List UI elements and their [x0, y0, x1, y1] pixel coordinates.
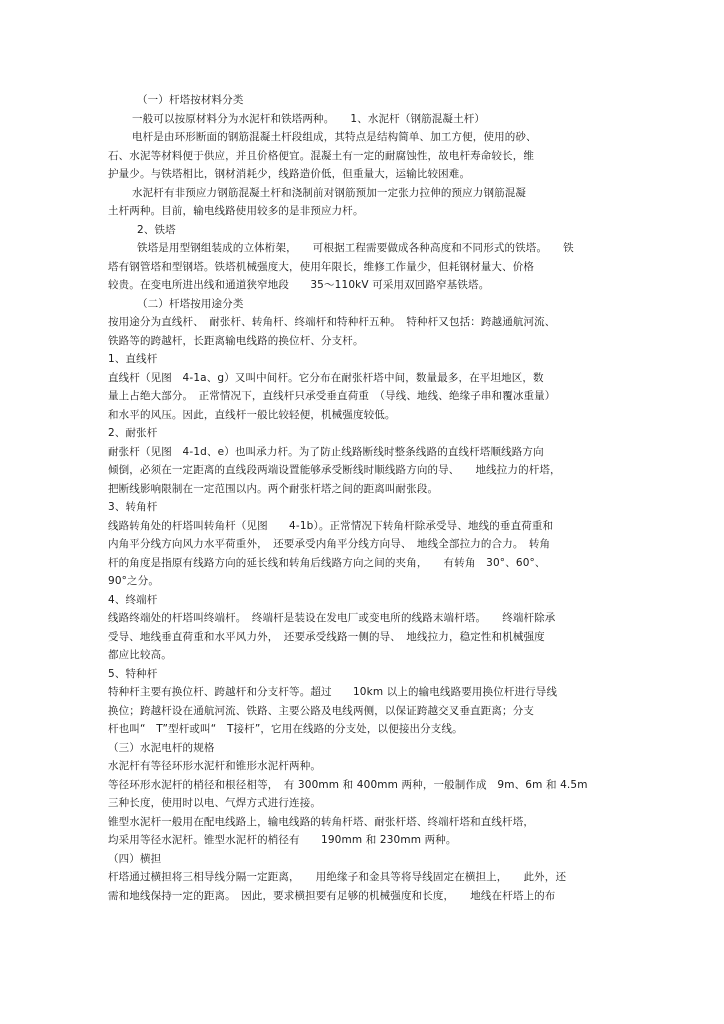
paragraph-line: 需和地线保持一定的距离。 因此，要求横担要有足够的机械强度和长度， 地线在杆塔上的布	[108, 890, 556, 902]
paragraph-line: 电杆是由环形断面的钢筋混凝土杆段组成，其特点是结构简单、加工方便，使用的砂、	[132, 131, 537, 143]
paragraph-line: 土杆两种。目前，输电线路使用较多的是非预应力杆。	[108, 205, 364, 217]
heading-terminal-pole: 4、终端杆	[108, 594, 158, 606]
paragraph-line: 杆的角度是指原有线路方向的延长线和转角后线路方向之间的夹角， 有转角 30°、60°、	[108, 557, 546, 569]
heading-straight-pole: 1、直线杆	[108, 353, 158, 365]
paragraph-line: 等径环形水泥杆的梢径和根径相等， 有 300mm 和 400mm 两种，一般制作成 9m、6m 和 4.5m	[108, 779, 588, 791]
paragraph-line: 倾倒，必须在一定距离的直线段两端设置能够承受断线时顺线路方向的导、 地线拉力的杆塔，	[108, 464, 561, 476]
paragraph-line: 水泥杆有等径环形水泥杆和锥形水泥杆两种。	[108, 760, 321, 772]
paragraph-line: 塔有钢管塔和型钢塔。铁塔机械强度大，使用年限长，维修工作量少，但耗钢材量大、价格	[108, 261, 534, 273]
paragraph-line: 都应比较高。	[108, 649, 172, 661]
paragraph-line: 耐张杆（见图 4-1d、e）也叫承力杆。为了防止线路断线时整条线路的直线杆塔顺线路方向	[108, 446, 544, 458]
paragraph-line: 量上占绝大部分。 正常情况下，直线杆只承受垂直荷重 （导线、地线、绝缘子串和覆冰重量）	[108, 390, 556, 402]
paragraph-line: 锥型水泥杆一般用在配电线路上，输电线路的转角杆塔、耐张杆塔、终端杆塔和直线杆塔，	[108, 816, 534, 828]
heading-material-classification: （一）杆塔按材料分类	[137, 94, 244, 106]
paragraph-line: 按用途分为直线杆、 耐张杆、转角杆、终端杆和特种杆五种。 特种杆又包括：跨越通航河流、	[108, 316, 556, 328]
paragraph-line: 一般可以按原材料分为水泥杆和铁塔两种。 1、水泥杆（钢筋混凝土杆）	[132, 113, 486, 125]
heading-tension-pole: 2、耐张杆	[108, 427, 158, 439]
heading-special-pole: 5、特种杆	[108, 668, 158, 680]
paragraph-line: 换位；跨越杆设在通航河流、铁路、主要公路及电线两侧，以保证跨越交叉垂直距离；分支	[108, 705, 534, 717]
heading-cross-arm: （四）横担	[108, 853, 162, 865]
paragraph-line: 铁塔是用型钢组装成的立体桁架， 可根据工程需要做成各种高度和不同形式的铁塔。 铁	[137, 242, 574, 254]
paragraph-line: 水泥杆有非预应力钢筋混凝土杆和浇制前对钢筋预加一定张力拉伸的预应力钢筋混凝	[132, 187, 527, 199]
paragraph-line: 直线杆（见图 4-1a、g）又叫中间杆。它分布在耐张杆塔中间，数量最多，在平坦地区，数	[108, 372, 544, 384]
paragraph-line: 和水平的风压。因此，直线杆一般比较轻便，机械强度较低。	[108, 409, 396, 421]
paragraph-line: 护量少。与铁塔相比，钢材消耗少，线路造价低，但重量大，运输比较困难。	[108, 168, 471, 180]
paragraph-line: 线路终端处的杆塔叫终端杆。 终端杆是装设在发电厂或变电所的线路末端杆塔。 终端杆除承	[108, 612, 556, 624]
heading-corner-pole: 3、转角杆	[108, 501, 158, 513]
paragraph-line: 内角平分线方向风力水平荷重外， 还要承受内角平分线方向导、 地线全部拉力的合力。 转角	[108, 538, 551, 550]
paragraph-line: 线路转角处的杆塔叫转角杆（见图 4-1b）。正常情况下转角杆除承受导、地线的垂直荷重和	[108, 520, 554, 532]
heading-concrete-pole-spec: （三）水泥电杆的规格	[108, 742, 215, 754]
paragraph-line: 把断线影响限制在一定范围以内。两个耐张杆塔之间的距离叫耐张段。	[108, 483, 439, 495]
paragraph-line: 均采用等径水泥杆。锥型水泥杆的梢径有 190mm 和 230mm 两种。	[108, 834, 457, 846]
heading-iron-tower: 2、铁塔	[137, 224, 176, 236]
paragraph-line: 受导、地线垂直荷重和水平风力外， 还要承受线路一侧的导、 地线拉力，稳定性和机械强度	[108, 631, 545, 643]
paragraph-line: 较贵。在变电所进出线和通道狭窄地段 35～110kV 可采用双回路窄基铁塔。	[108, 279, 490, 291]
paragraph-line: 90°之分。	[108, 575, 160, 587]
paragraph-line: 石、水泥等材料便于供应，并且价格便宜。混凝土有一定的耐腐蚀性，故电杆寿命较长，维	[108, 150, 534, 162]
paragraph-line: 特种杆主要有换位杆、跨越杆和分支杆等。超过 10km 以上的输电线路要用换位杆进行导线	[108, 686, 558, 698]
heading-usage-classification: （二）杆塔按用途分类	[137, 298, 244, 310]
paragraph-line: 铁路等的跨越杆，长距离输电线路的换位杆、分支杆。	[108, 335, 364, 347]
paragraph-line: 杆也叫“ T”型杆或叫“ T接杆”，它用在线路的分支处，以便接出分支线。	[108, 723, 463, 735]
paragraph-line: 三种长度，使用时以电、气焊方式进行连接。	[108, 797, 321, 809]
paragraph-line: 杆塔通过横担将三相导线分隔一定距离， 用绝缘子和金具等将导线固定在横担上， 此外，还	[108, 871, 567, 883]
